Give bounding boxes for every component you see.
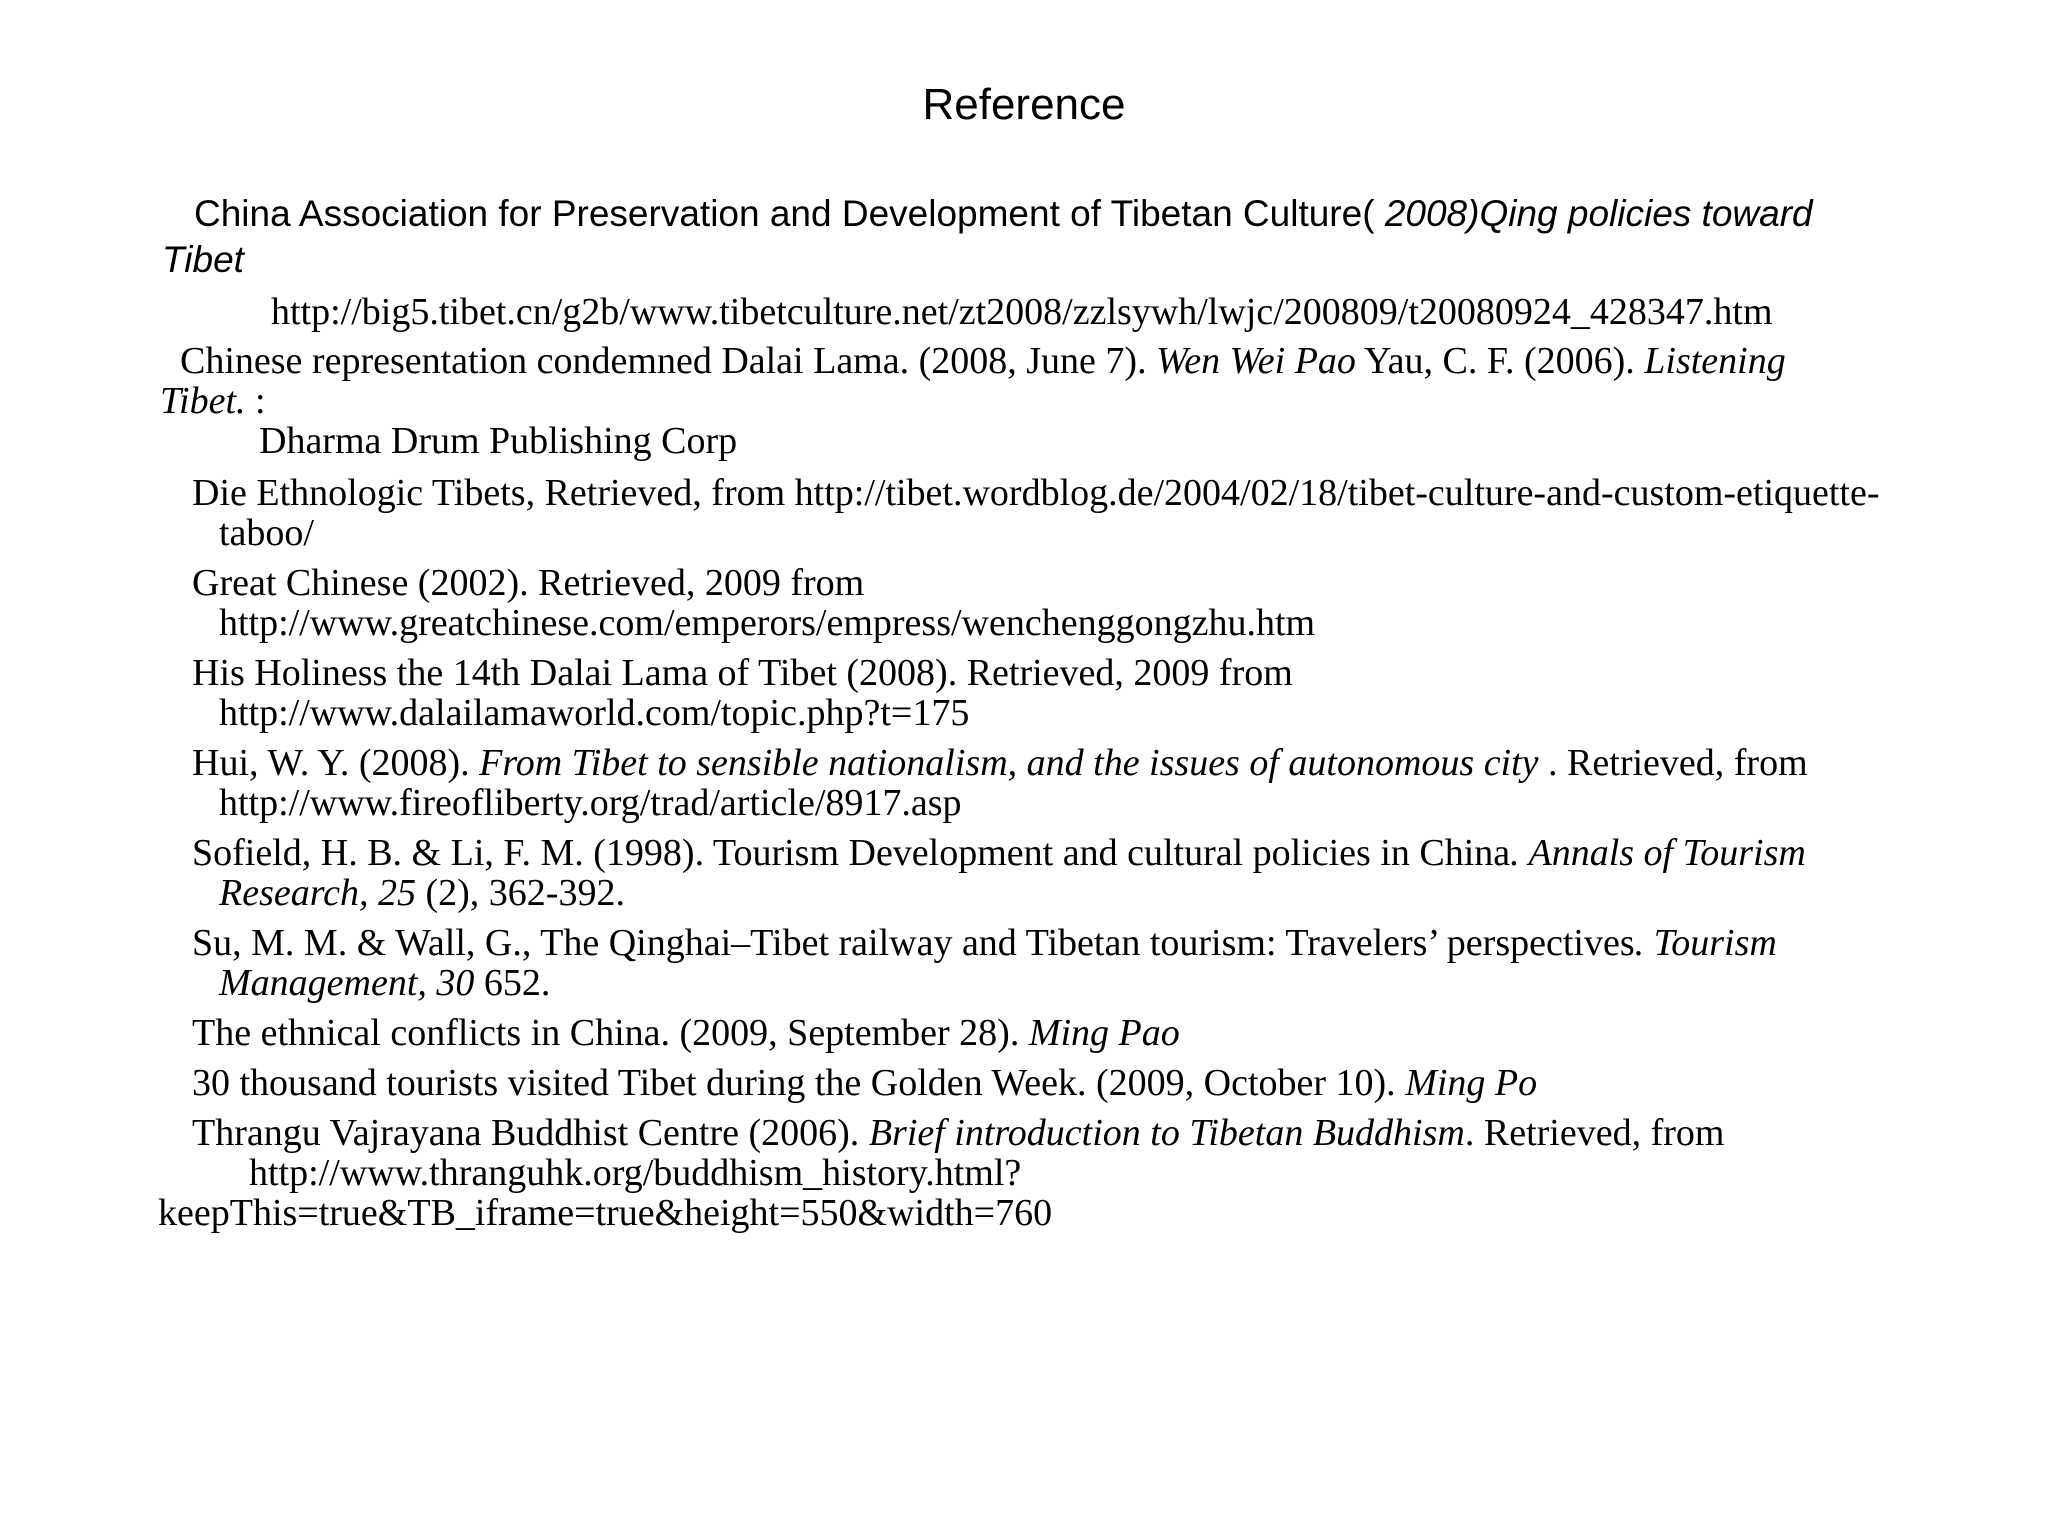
reference-11-line-1 (192, 1113, 1724, 1153)
reference-7-line-2 (219, 873, 625, 913)
reference-10-line-1 (192, 1063, 1537, 1103)
reference-7-italic-2: Research, 25 (219, 872, 416, 914)
reference-6-text: Hui, W. Y. (2008). (192, 742, 480, 784)
reference-11-line-3: keepThis=true&TB_iframe=true&height=550&width=760 (158, 1192, 1053, 1234)
reference-5-line-2: http://www.dalailamaworld.com/topic.php?t=175 (219, 692, 970, 734)
reference-1-italic: 2008)Qing policies toward (1384, 193, 1813, 234)
reference-5-line-1: His Holiness the 14th Dalai Lama of Tibet (2008). Retrieved, 2009 from (192, 652, 1293, 694)
reference-9-line-1 (192, 1013, 1180, 1053)
reference-10-text: 30 thousand tourists visited Tibet during the Golden Week. (2009, October 10). (192, 1062, 1406, 1104)
reference-11-text-2: . Retrieved, from (1464, 1112, 1725, 1154)
reference-11-text: Thrangu Vajrayana Buddhist Centre (2006). (192, 1112, 869, 1154)
reference-3-line-1: Die Ethnologic Tibets, Retrieved, from http://tibet.wordblog.de/2004/02/18/tibet-culture-and-custom-etiquette- (192, 472, 1880, 514)
reference-2-italic-2: Listening (1644, 340, 1786, 382)
reference-2-italic-1: Wen Wei Pao (1156, 340, 1356, 382)
reference-7-text: Sofield, H. B. & Li, F. M. (1998). Tourism Development and cultural policies in China (192, 832, 1511, 874)
reference-2-text-3: : (245, 380, 266, 422)
reference-6-text-2: . Retrieved, from (1548, 742, 1808, 784)
reference-3-line-2: taboo/ (219, 512, 314, 554)
reference-8-line-2 (219, 963, 550, 1003)
reference-1-line-2: Tibet (162, 239, 244, 280)
reference-11-line-2: http://www.thranguhk.org/buddhism_history.html? (249, 1152, 1022, 1194)
reference-1-text: China Association for Preservation and Development of Tibetan Culture( (194, 193, 1385, 234)
reference-2-line-2 (160, 381, 266, 421)
reference-8-text-2: 652. (474, 962, 551, 1004)
reference-2-text-2: Yau, C. F. (2006). (1355, 340, 1645, 382)
reference-4-line-1: Great Chinese (2002). Retrieved, 2009 from (192, 562, 865, 604)
reference-6-italic: From Tibet to sensible nationalism, and the issues of autonomous city (479, 742, 1549, 784)
reference-7-text-2: (2), 362-392. (415, 872, 625, 914)
reference-2-line-3: Dharma Drum Publishing Corp (259, 420, 738, 462)
reference-9-italic: Ming Pao (1028, 1012, 1180, 1054)
page-title: Reference (922, 80, 1126, 129)
reference-8-italic-2: Management, 30 (219, 962, 475, 1004)
reference-6-line-1 (192, 743, 1808, 783)
reference-9-text: The ethnical conflicts in China. (2009, September 28). (192, 1012, 1029, 1054)
reference-7-italic: . Annals of Tourism (1510, 832, 1806, 874)
reference-11-italic: Brief introduction to Tibetan Buddhism (868, 1112, 1465, 1154)
reference-2-italic-3: Tibet. (160, 380, 246, 422)
reference-2-text: Chinese representation condemned Dalai Lama. (2008, June 7). (180, 340, 1157, 382)
reference-1-url: http://big5.tibet.cn/g2b/www.tibetculture.net/zt2008/zzlsywh/lwjc/200809/t20080924_428347.htm (271, 291, 1773, 333)
reference-1-line-1 (194, 194, 1813, 234)
reference-4-line-2: http://www.greatchinese.com/emperors/empress/wenchenggongzhu.htm (219, 602, 1316, 644)
reference-7-line-1 (192, 833, 1806, 873)
reference-2-line-1 (180, 341, 1786, 381)
reference-8-text: Su, M. M. & Wall, G., The Qinghai–Tibet railway and Tibetan tourism: Travelers’ perspectives (192, 922, 1635, 964)
reference-6-line-2: http://www.fireofliberty.org/trad/article/8917.asp (219, 782, 962, 824)
reference-8-italic: . Tourism (1634, 922, 1777, 964)
reference-10-italic: Ming Po (1405, 1062, 1538, 1104)
reference-8-line-1 (192, 923, 1777, 963)
